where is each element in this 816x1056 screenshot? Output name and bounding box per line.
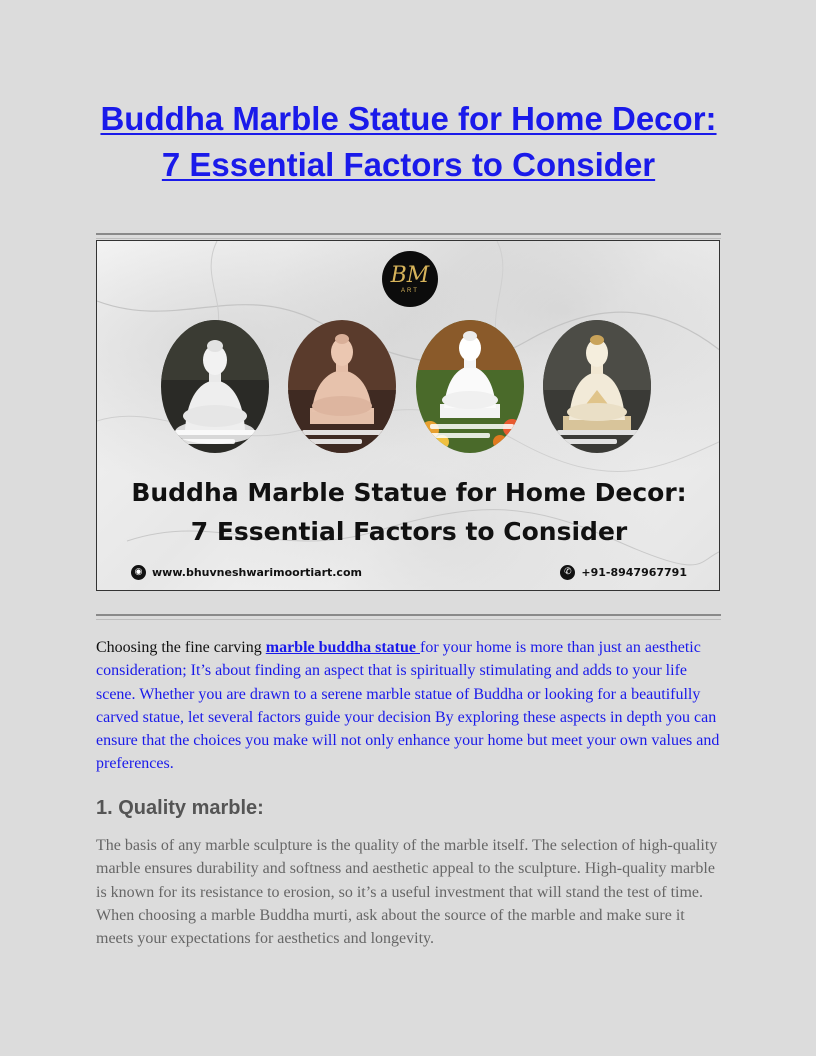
statue-image-3 <box>416 320 524 453</box>
section-body: The basis of any marble sculpture is the quality of the marble itself. The selection of high-quality marble ensures durability and softness and aesthetic appeal to the sculpture. High-quality marble is known for its resistance to erosion, so it’s a useful investment that will stand the test of time. When choosing a marble Buddha murti, ask about the source of the marble and make sure it meets your expectations for aesthetics and longevity. <box>96 837 718 948</box>
phone-text: +91-8947967791 <box>581 565 687 579</box>
website-text: www.bhuvneshwarimoortiart.com <box>152 565 362 579</box>
banner-footer <box>131 563 687 581</box>
banner-image <box>96 240 720 591</box>
globe-icon: ◉ <box>131 565 146 580</box>
phone-icon: ✆ <box>560 565 575 580</box>
website-contact <box>131 565 362 580</box>
phone-contact <box>560 565 687 580</box>
divider-bottom <box>96 614 721 620</box>
section-heading: 1. Quality marble: <box>96 797 264 819</box>
marble-buddha-statue-link[interactable]: marble buddha statue <box>265 639 420 656</box>
statue-image-1 <box>161 320 269 453</box>
intro-paragraph: Choosing the fine carving marble buddha statue for your home is more than just an aesthetic consideration; It’s about finding an aspect that is spiritually stimulating and adds to your life scene. Whether you are drawn to a serene marble statue of Buddha or looking for a beautifully carved statue, let several factors guide your decision By exploring these aspects in depth you can ensure that the choices you make will not only enhance your home but meet your own values and preferences. <box>96 639 720 773</box>
statue-image-2 <box>288 320 396 453</box>
banner-heading: Buddha Marble Statue for Home Decor: 7 Essential Factors to Consider <box>131 478 687 546</box>
brand-logo: BM ART <box>382 251 438 307</box>
statue-image-4 <box>543 320 651 453</box>
divider-top <box>96 233 721 239</box>
page-title <box>96 96 721 188</box>
title-link[interactable]: Buddha Marble Statue for Home Decor: 7 Essential Factors to Consider <box>100 100 717 183</box>
